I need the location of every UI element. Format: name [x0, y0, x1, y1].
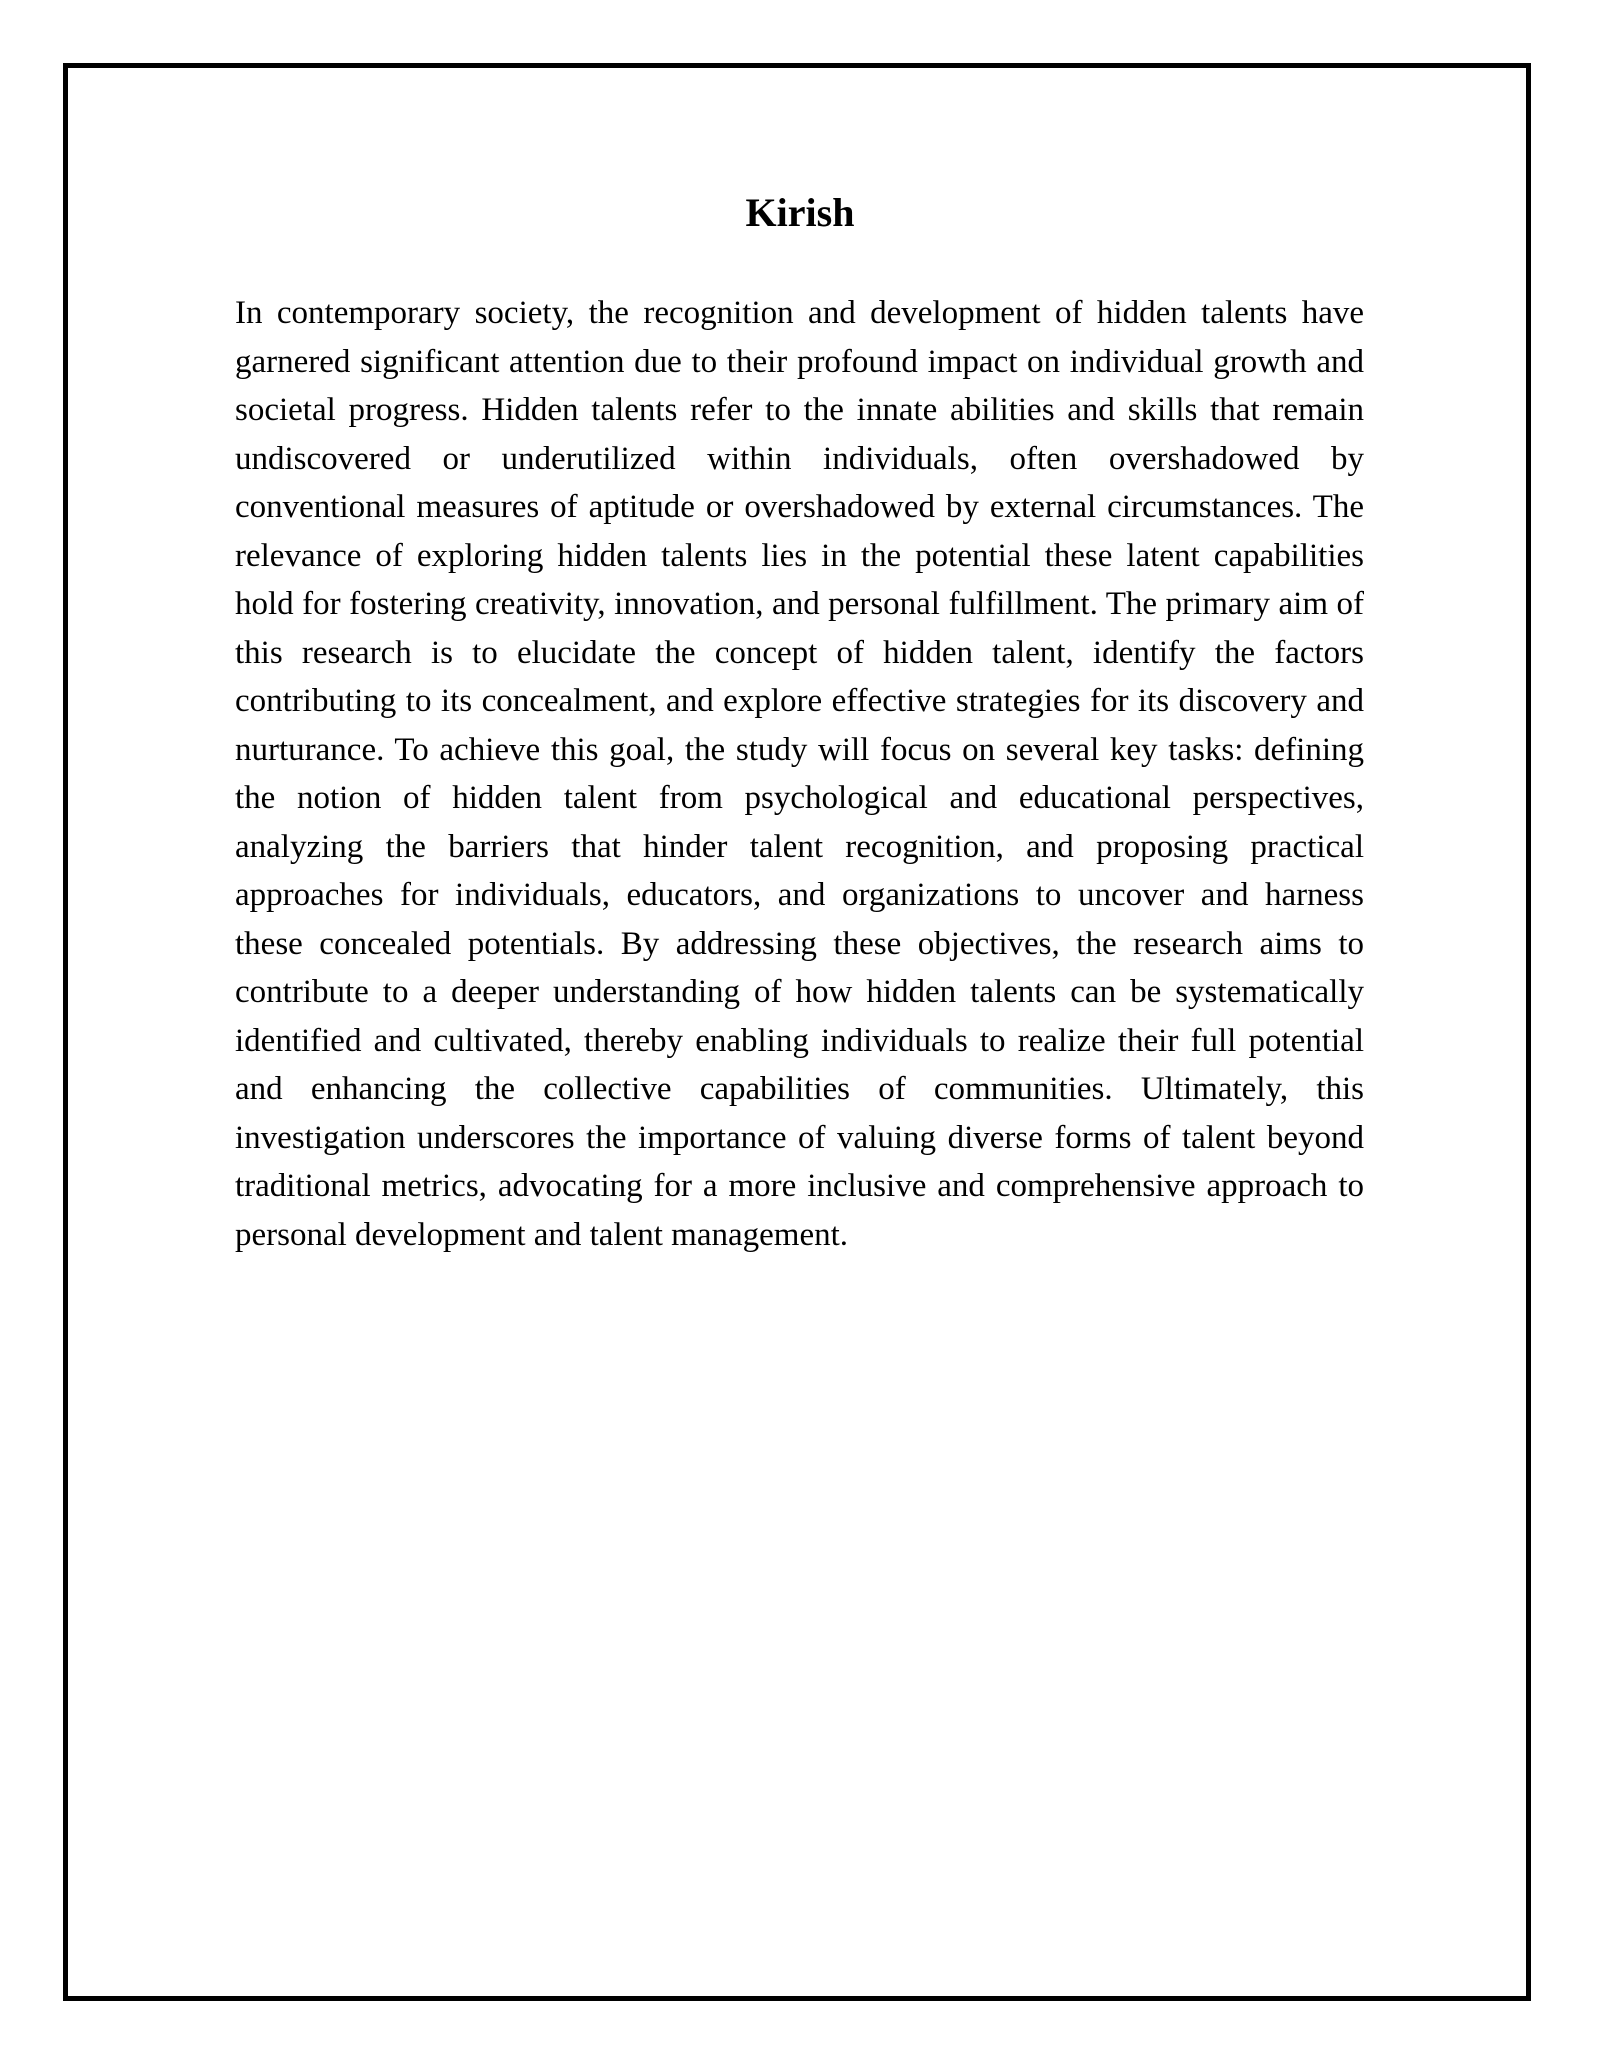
- document-title: Kirish: [745, 190, 855, 235]
- document-body-paragraph: In contemporary society, the recognition and development of hidden talents have garnered significant attention due to their profound impact on individual growth and societal progress. Hidden talents refer to the innate abilities and skills that remain undiscovered or underutilized within individuals, often overshadowed by conventional measures of aptitude or overshadowed by external circumstances. The relevance of exploring hidden talents lies in the potential these latent capabilities hold for fostering creativity, innovation, and personal fulfillment. The primary aim of this research is to elucidate the concept of hidden talent, identify the factors contributing to its concealment, and explore effective strategies for its discovery and nurturance. To achieve this goal, the study will focus on several key tasks: defining the notion of hidden talent from psychological and educational perspectives, analyzing the barriers that hinder talent recognition, and proposing practical approaches for individuals, educators, and organizations to uncover and harness these concealed potentials. By addressing these objectives, the research aims to contribute to a deeper understanding of how hidden talents can be systematically identified and cultivated, thereby enabling individuals to realize their full potential and enhancing the collective capabilities of communities. Ultimately, this investigation underscores the importance of valuing diverse forms of talent beyond traditional metrics, advocating for a more inclusive and comprehensive approach to personal development and talent management.: [235, 295, 1364, 1253]
